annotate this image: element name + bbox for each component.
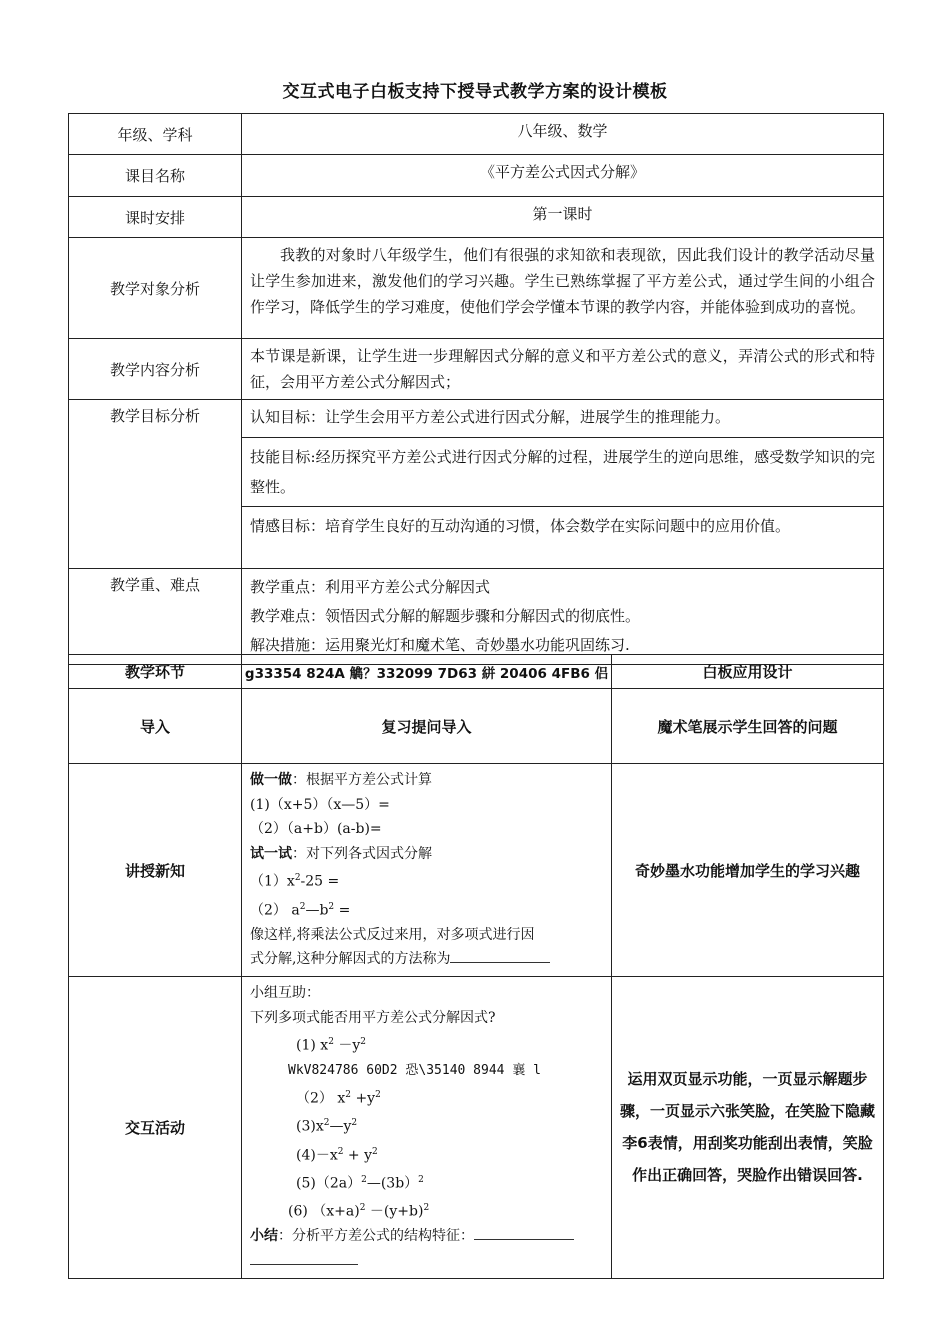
info-row-content xyxy=(69,339,884,400)
info-row-audience xyxy=(69,238,884,339)
question-6: (6) $(x+a)^2 -(y+b)^2$ xyxy=(288,1203,430,1220)
course-label: 课目名称 xyxy=(69,155,242,197)
teach-stage: 讲授新知 xyxy=(69,764,242,977)
intro-whiteboard: 魔术笔展示学生回答的问题 xyxy=(612,689,884,764)
try-label: 做一做 xyxy=(250,772,292,788)
focus-cell xyxy=(242,569,884,665)
question-5: $(5)(2a)^2—(3b)^2$ xyxy=(296,1174,424,1192)
teach-line-3: $(1)x^2-25$ = xyxy=(250,873,340,891)
intro-stage: 导入 xyxy=(69,689,242,764)
test-text: ：对下列各式因式分解 xyxy=(292,845,432,862)
goal-emotion: 情感目标：培育学生良好的互动沟通的习惯，体会数学在实际问题中的应用价值。 xyxy=(242,507,884,569)
course-value: 《平方差公式因式分解》 xyxy=(242,155,884,197)
question-1: (1) $x^2 -y^2$ xyxy=(296,1037,367,1054)
test-line xyxy=(250,842,603,867)
summary-blank-1 xyxy=(474,1225,574,1240)
answer-blank xyxy=(450,948,550,963)
plan-header-row xyxy=(69,655,884,689)
teach-activity xyxy=(242,764,612,977)
interact-line-2: 下列多项式能否用平方差公式分解因式? xyxy=(250,1009,496,1026)
question-3: $(3)x^2—y^2$ xyxy=(296,1118,358,1135)
summary-line-2 xyxy=(250,1249,603,1274)
interact-stage: 交互活动 xyxy=(69,977,242,1278)
test-label: 试一试 xyxy=(250,845,292,862)
teach-whiteboard: 奇妙墨水功能增加学生的学习兴趣 xyxy=(612,764,884,977)
audience-label: 教学对象分析 xyxy=(69,238,242,339)
plan-row-intro xyxy=(69,689,884,764)
header-activity: g33354 824A 觹？332099 7D63 絣 20406 4FB6 侣 xyxy=(242,655,612,689)
teach-line-1: (1)（x+5）（x—5）= xyxy=(250,796,390,813)
summary-line xyxy=(250,1224,603,1249)
teach-line-4: （2） $a^2—b^2$ = xyxy=(250,901,351,919)
question-4: $(4)-x^2 + y^2$ xyxy=(296,1146,378,1164)
goal-skill: 技能目标:经历探究平方差公式进行因式分解的过程，进展学生的逆向思维，感受数学知识的完整性。 xyxy=(242,438,884,507)
focus-solution: 解决措施：运用聚光灯和魔术笔、奇妙墨水功能巩固练习. xyxy=(250,636,630,654)
grade-value: 八年级、数学 xyxy=(242,114,884,155)
header-whiteboard: 白板应用设计 xyxy=(612,655,884,689)
info-row-course xyxy=(69,155,884,197)
focus-key: 教学重点：利用平方差公式分解因式 xyxy=(250,578,491,596)
audience-text: 我教的对象时八年级学生，他们有很强的求知欲和表现欲，因此我们设计的教学活动尽量让学生参加进来，激发他们的学习兴趣。学生已熟练掌握了平方差公式，通过学生间的小组合作学习，降低学生的学习难度，使他们学会学懂本节课的教学内容，并能体验到成功的喜悦。 xyxy=(242,238,884,339)
goal-cognitive: 认知目标：让学生会用平方差公式进行因式分解，进展学生的推理能力。 xyxy=(242,400,884,438)
lesson-plan-table xyxy=(68,654,884,1279)
question-2: （2） $x^2 +y^2$ xyxy=(296,1090,381,1107)
garbled-line: WkV824786 60D2 恐\35140 8944 襄 l xyxy=(288,1062,541,1078)
page-title: 交互式电子白板支持下授导式教学方案的设计模板 xyxy=(282,82,668,102)
summary-text: ：分析平方差公式的结构特征： xyxy=(278,1228,474,1245)
info-row-grade xyxy=(69,114,884,155)
try-text: ：根据平方差公式计算 xyxy=(292,772,432,788)
period-label: 课时安排 xyxy=(69,197,242,238)
period-value: 第一课时 xyxy=(242,197,884,238)
interact-whiteboard: 运用双页显示功能，一页显示解题步骤，一页显示六张笑脸，在笑脸下隐藏李6表情，用刮奖功能刮出表情，笑脸作出正确回答，哭脸作出错误回答. xyxy=(612,977,884,1278)
teach-line-2: （2）（a+b）(a-b)= xyxy=(250,821,382,838)
summary-label: 小结 xyxy=(250,1228,278,1245)
intro-activity: 复习提问导入 xyxy=(242,689,612,764)
interact-line-1: 小组互助： xyxy=(250,985,320,1002)
content-label: 教学内容分析 xyxy=(69,339,242,400)
plan-row-interact xyxy=(69,977,884,1278)
focus-difficult: 教学难点：领悟因式分解的解题步骤和分解因式的彻底性。 xyxy=(250,607,641,625)
lesson-info-table xyxy=(68,113,884,665)
grade-label: 年级、学科 xyxy=(69,114,242,155)
goal-label: 教学目标分析 xyxy=(69,400,242,569)
try-line xyxy=(250,768,603,793)
info-row-focus xyxy=(69,569,884,665)
teach-line-6: 式分解,这种分解因式的方法称为 xyxy=(250,947,603,972)
header-stage: 教学环节 xyxy=(69,655,242,689)
teach-line-5: 像这样,将乘法公式反过来用，对多项式进行因 xyxy=(250,926,535,943)
content-text: 本节课是新课，让学生进一步理解因式分解的意义和平方差公式的意义，弄清公式的形式和特征，会用平方差公式分解因式； xyxy=(242,339,884,400)
summary-blank-2 xyxy=(250,1250,358,1265)
interact-activity xyxy=(242,977,612,1278)
focus-label: 教学重、难点 xyxy=(69,569,242,665)
plan-row-teach xyxy=(69,764,884,977)
info-row-goal-cognitive xyxy=(69,400,884,438)
info-row-period xyxy=(69,197,884,238)
